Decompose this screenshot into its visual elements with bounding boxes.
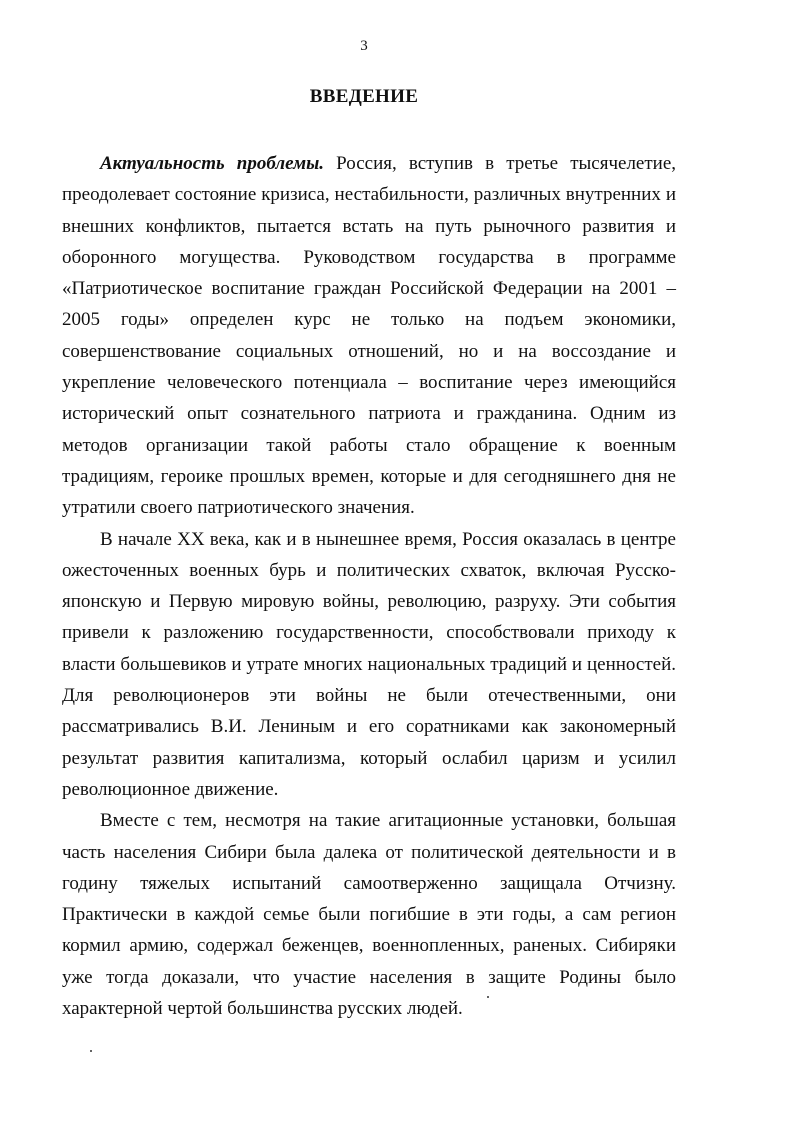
scan-speck <box>487 996 489 998</box>
body-text <box>62 148 676 1024</box>
paragraph-lead: Актуальность проблемы. <box>100 153 325 174</box>
page-title: ВВЕДЕНИЕ <box>309 86 419 107</box>
paragraph-2: В начале XX века, как и в нынешнее время, Россия оказалась в центре ожесточенных военных бурь и политических схваток, включая Русско-японскую и Первую мировую войны, революцию, разруху. Эти события привели к разложению государственности, способствовали приходу к власти большевиков и утрате многих национальных традиций и ценностей. Для революционеров эти войны не были отечественными, они рассматривались В.И. Лениным и его соратниками как закономерный результат развития капитализма, который ослабил царизм и усилил революционное движение. <box>62 528 676 800</box>
paragraph-1 <box>62 148 676 524</box>
paragraph-1-text: Россия, вступив в третье тысячелетие, преодолевает состояние кризиса, нестабильности, различных внутренних и внешних конфликтов, пытается встать на путь рыночного развития и оборонного могущества. Руководством государства в программе «Патриотическое воспитание граждан Российской Федерации на 2001 – 2005 годы» определен курс не только на подъем экономики, совершенствование социальных отношений, но и на воссоздание и укрепление человеческого потенциала – воспитание через имеющийся исторический опыт сознательного патриота и гражданина. Одним из методов организации такой работы стало обращение к военным традициям, героике прошлых времен, которые и для сегодняшнего дня не утратили своего патриотического значения. <box>62 153 677 519</box>
scan-speck <box>90 1050 92 1052</box>
paragraph-3: Вместе с тем, несмотря на такие агитационные установки, большая часть населения Сибири была далека от политической деятельности и в годину тяжелых испытаний самоотверженно защищала Отчизну. Практически в каждой семье были погибшие в эти годы, а сам регион кормил армию, содержал беженцев, военнопленных, раненых. Сибиряки уже тогда доказали, что участие населения в защите Родины было характерной чертой большинства русских людей. <box>62 810 676 1020</box>
page-number: 3 <box>360 38 368 54</box>
